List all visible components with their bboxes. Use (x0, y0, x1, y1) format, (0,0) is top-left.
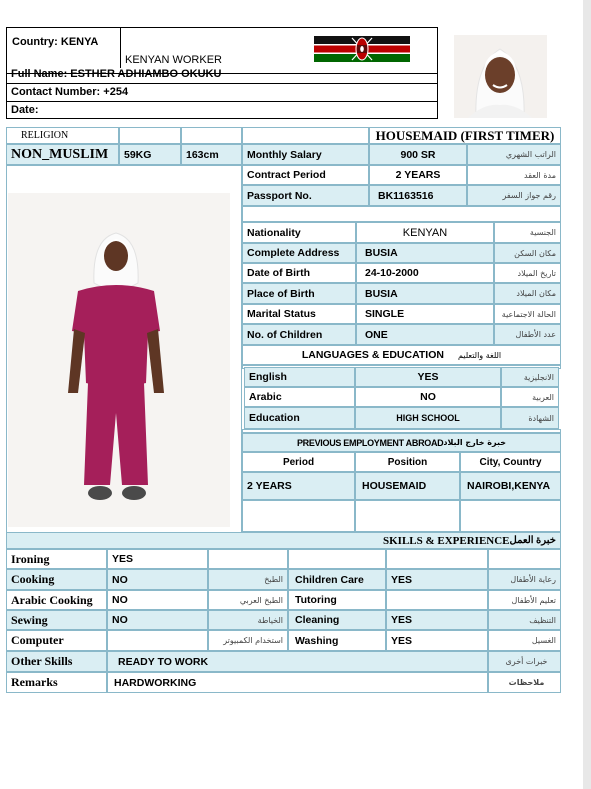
skill-sewing-ar: الخياطة (208, 610, 288, 630)
skills-heading-ar: خبرة العمل (509, 535, 556, 546)
employment-heading-text: PREVIOUS EMPLOYMENT ABROAD (296, 437, 444, 448)
skill-computer-ar: استخدام الكمبيوتر (208, 630, 288, 651)
skill-cleaning-value: YES (386, 610, 488, 630)
nationality-ar: الجنسية (494, 222, 561, 243)
pob-value: BUSIA (356, 283, 494, 304)
skill-ironing-value: YES (107, 549, 208, 569)
blank-cell (6, 165, 242, 185)
kenya-flag-icon (314, 36, 410, 62)
dob-label: Date of Birth (242, 263, 356, 283)
contract-value: 2 YEARS (369, 165, 467, 185)
skill-cooking-value: NO (107, 569, 208, 590)
education-value: HIGH SCHOOL (355, 407, 501, 429)
languages-heading (242, 345, 561, 365)
religion-value: NON_MUSLIM (6, 144, 119, 165)
skill-washing-value: YES (386, 630, 488, 651)
contact-row (7, 84, 437, 102)
skill-sewing-label: Sewing (6, 610, 107, 630)
blank-cell (288, 549, 386, 569)
employment-heading (242, 433, 561, 452)
remarks-value: HARDWORKING (107, 672, 488, 693)
passport-label: Passport No. (242, 185, 369, 206)
worker-title: KENYAN WORKER (125, 54, 222, 66)
page-edge (583, 0, 591, 789)
blank-cell (181, 127, 242, 144)
skill-tutoring-label: Tutoring (288, 590, 386, 610)
nationality-label: Nationality (242, 222, 356, 243)
address-value: BUSIA (356, 243, 494, 263)
skill-arabic-cooking-value: NO (107, 590, 208, 610)
skill-cleaning-label: Cleaning (288, 610, 386, 630)
skill-sewing-value: NO (107, 610, 208, 630)
marital-ar: الحالة الاجتماعية (494, 304, 561, 324)
fullbody-photo (8, 193, 230, 527)
fullname-row (7, 68, 437, 84)
other-skills-label: Other Skills (6, 651, 107, 672)
remarks-ar: ملاحظات (488, 672, 561, 693)
english-value: YES (355, 367, 501, 387)
blank-cell (242, 206, 561, 222)
skill-tutoring-ar: تعليم الأطفال (488, 590, 561, 610)
employment-heading-ar: خبرة خارج البلاد (443, 438, 507, 447)
languages-heading-text: LANGUAGES & EDUCATION (301, 349, 444, 361)
country-label: Country: KENYA (12, 36, 99, 48)
header-box (6, 27, 438, 119)
pob-label: Place of Birth (242, 283, 356, 304)
salary-label: Monthly Salary (242, 144, 369, 165)
children-ar: عدد الأطفال (494, 324, 561, 345)
blank-cell (488, 549, 561, 569)
address-label: Complete Address (242, 243, 356, 263)
skill-cooking-ar: الطبخ (208, 569, 288, 590)
skill-childcare-label: Children Care (288, 569, 386, 590)
contract-ar: مدة العقد (467, 165, 561, 185)
skill-washing-label: Washing (288, 630, 386, 651)
skill-tutoring-value (386, 590, 488, 610)
languages-heading-ar: اللغة والتعليم (457, 350, 502, 360)
col-period: Period (242, 452, 355, 472)
skill-computer-label: Computer (6, 630, 107, 651)
remarks-label: Remarks (6, 672, 107, 693)
col-position: Position (355, 452, 460, 472)
header-divider (120, 28, 121, 68)
weight-value: 59KG (119, 144, 181, 165)
date-field: Date: (11, 104, 39, 116)
dob-ar: تاريخ الميلاد (494, 263, 561, 283)
skills-heading-text: SKILLS & EXPERIENCE (382, 534, 510, 547)
full-name: Full Name: ESTHER ADHIAMBO OKUKU (11, 68, 222, 80)
skill-cleaning-ar: التنظيف (488, 610, 561, 630)
skill-ironing-label: Ironing (6, 549, 107, 569)
english-ar: الانجليزية (501, 367, 559, 387)
dob-value: 24-10-2000 (356, 263, 494, 283)
education-label: Education (244, 407, 355, 429)
col-city: City, Country (460, 452, 561, 472)
skill-arabic-cooking-label: Arabic Cooking (6, 590, 107, 610)
date-row (7, 102, 437, 119)
skill-washing-ar: الغسيل (488, 630, 561, 651)
english-label: English (244, 367, 355, 387)
employment-city: NAIROBI,KENYA (460, 472, 561, 500)
arabic-ar: العربية (501, 387, 559, 407)
contact-number: Contact Number: +254 (11, 86, 129, 98)
blank-cell (242, 127, 369, 144)
pob-ar: مكان الميلاد (494, 283, 561, 304)
blank-cell (386, 549, 488, 569)
employment-period: 2 YEARS (242, 472, 355, 500)
children-label: No. of Children (242, 324, 356, 345)
blank-cell (242, 500, 355, 532)
salary-value: 900 SR (369, 144, 467, 165)
nationality-value: KENYAN (356, 222, 494, 243)
address-ar: مكان السكن (494, 243, 561, 263)
height-value: 163cm (181, 144, 242, 165)
skill-childcare-ar: رعاية الأطفال (488, 569, 561, 590)
skills-heading (6, 532, 561, 549)
blank-cell (460, 500, 561, 532)
contract-label: Contract Period (242, 165, 369, 185)
skill-childcare-value: YES (386, 569, 488, 590)
arabic-value: NO (355, 387, 501, 407)
marital-label: Marital Status (242, 304, 356, 324)
position-title: HOUSEMAID (FIRST TIMER) (369, 127, 561, 144)
skill-cooking-label: Cooking (6, 569, 107, 590)
skill-ironing-ar (208, 549, 288, 569)
passport-ar: رقم جواز السفر (467, 185, 561, 206)
skill-computer-value (107, 630, 208, 651)
headshot-photo (454, 35, 547, 118)
blank-cell (119, 127, 181, 144)
salary-ar: الراتب الشهري (467, 144, 561, 165)
passport-value: BK1163516 (369, 185, 467, 206)
arabic-label: Arabic (244, 387, 355, 407)
other-skills-ar: خبرات أخرى (488, 651, 561, 672)
education-ar: الشهادة (501, 407, 559, 429)
marital-value: SINGLE (356, 304, 494, 324)
employment-position: HOUSEMAID (355, 472, 460, 500)
children-value: ONE (356, 324, 494, 345)
other-skills-value: READY TO WORK (107, 651, 488, 672)
skill-arabic-cooking-ar: الطبخ العربي (208, 590, 288, 610)
blank-cell (355, 500, 460, 532)
religion-label: RELIGION (6, 127, 119, 144)
